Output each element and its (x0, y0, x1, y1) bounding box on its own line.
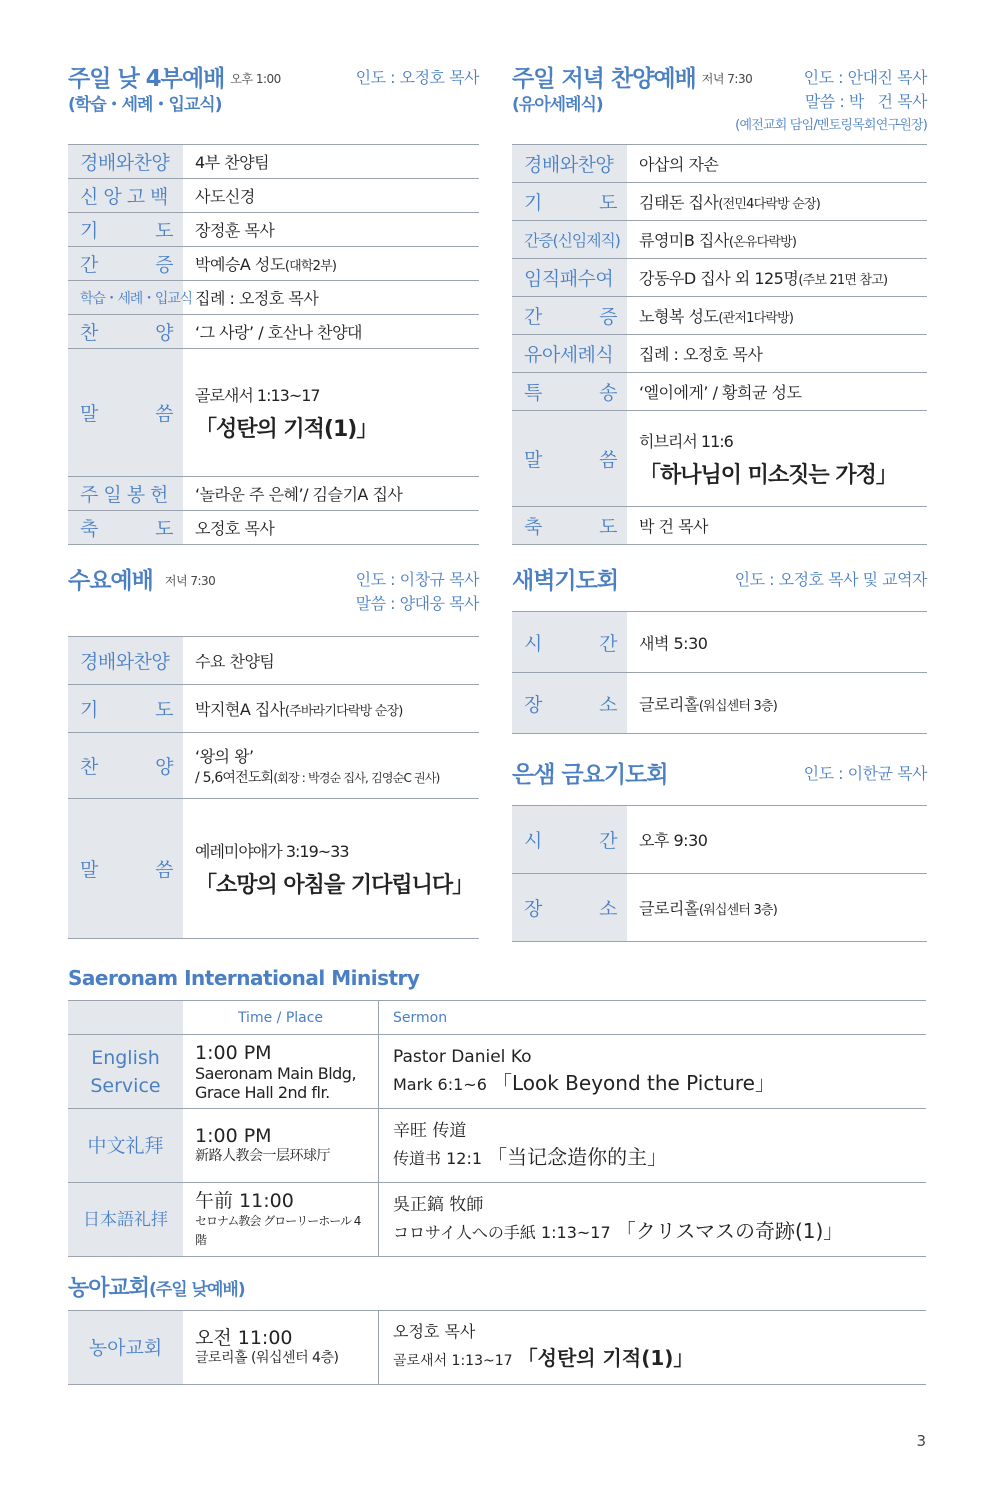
row-label: 간 증 (68, 247, 183, 280)
table-row (512, 221, 927, 259)
sermon-cell (183, 799, 479, 938)
row-label: 간 증 (512, 297, 627, 334)
deaf-title: 농아교회(주일 낮예배) (68, 1276, 245, 1301)
table-row (512, 373, 927, 411)
dawn-leader: 인도 : 오정호 목사 및 교역자 (734, 570, 927, 589)
row-value: 집례 : 오정호 목사 (639, 345, 763, 364)
dawn-table (512, 611, 927, 734)
row-value: 새벽 5:30 (639, 633, 708, 653)
row-label: 경배와찬양 (68, 637, 183, 684)
sunday-evening-leader: 인도 : 안대진 목사 말씀 : 박 건 목사 (예전교회 담임/멘토링목회연구원장) (735, 68, 927, 133)
row-label: 장 소 (512, 874, 627, 941)
header-sermon: Sermon (393, 1009, 448, 1026)
sermon-reference: 골로새서 1:13~17 (195, 385, 320, 405)
row-value: 김태돈 집사(전민4다락방 순장) (639, 193, 821, 212)
row-label: 유아세례식 (512, 335, 627, 372)
sunday-evening-title: 주일 저녁 찬양예배 $^{저녁 7:30}$ (512, 66, 753, 92)
friday-leader: 인도 : 이한균 목사 (803, 764, 927, 783)
table-row (512, 507, 927, 545)
wednesday-header (68, 566, 479, 613)
wednesday-leader: 인도 : 이창규 목사 말씀 : 양대웅 목사 (355, 570, 479, 613)
row-label: 기 도 (68, 213, 183, 246)
row-label: 말 씀 (68, 349, 183, 476)
time-place-cell: 오전 11:00 글로리홀 (워십센터 4층) (183, 1311, 379, 1384)
table-row (512, 259, 927, 297)
row-value: 강동우D 집사 외 125명(주보 21면 참고) (639, 269, 888, 288)
sermon-reference: 히브리서 11:6 (639, 431, 733, 451)
sunday-evening-subtitle: (유아세례식) (512, 95, 603, 115)
friday-header (512, 760, 927, 790)
table-row (68, 1109, 926, 1183)
sunday4-table (68, 144, 479, 545)
row-label: 말 씀 (512, 411, 627, 506)
page-number: 3 (916, 1432, 926, 1450)
sunday4-title: 주일 낮 4부예배 $^{오후 1:00}$ (68, 66, 281, 92)
sermon-title: 「하나님이 미소짓는 가정」 (639, 462, 897, 488)
wednesday-title: 수요예배 $^{저녁 7:30}$ (68, 568, 216, 594)
sunday4-header (68, 64, 479, 116)
service-label: 中文礼拜 (68, 1109, 183, 1182)
row-label: 시 간 (512, 806, 627, 873)
table-row (68, 1035, 926, 1109)
time-place-cell: 午前 11:00 セロナム教会 グローリーホール 4階 (183, 1183, 379, 1256)
table-row (68, 799, 479, 939)
table-row (68, 1183, 926, 1257)
row-label: 주일봉헌 (68, 477, 183, 510)
sermon-cell (627, 411, 927, 506)
row-value: ‘엘이에게’ / 황희균 성도 (639, 383, 802, 402)
row-value: ‘왕의 왕’ / 5,6여전도회(회장 : 박경순 집사, 김영순C 권사) (195, 747, 440, 786)
row-label: 시 간 (512, 612, 627, 672)
service-label: English Service (68, 1035, 183, 1108)
table-row (68, 145, 479, 179)
sermon-cell (183, 349, 479, 476)
sunday4-time: 오후 1:00 (230, 72, 281, 86)
service-label: 日本語礼拝 (68, 1183, 183, 1256)
table-row (512, 673, 927, 734)
table-row (68, 247, 479, 281)
table-row (512, 145, 927, 183)
sermon-cell: 吳正鎬 牧師 コロサイ人への手紙 1:13~17 「クリスマスの奇跡(1)」 (393, 1194, 844, 1243)
row-label: 경배와찬양 (68, 145, 183, 178)
row-label: 학습・세례・입교식 (68, 281, 183, 314)
sunday-evening-time: 저녁 7:30 (701, 72, 753, 86)
table-row (512, 806, 927, 874)
row-label: 경배와찬양 (512, 145, 627, 182)
row-label: 기 도 (512, 183, 627, 220)
row-value: 4부 찬양팀 (195, 153, 270, 172)
row-value: 오정호 목사 (195, 519, 275, 538)
row-label: 장 소 (512, 673, 627, 733)
row-value: 글로리홀(워십센터 3층) (639, 694, 777, 714)
table-row (68, 315, 479, 349)
table-row (68, 213, 479, 247)
table-row (512, 411, 927, 507)
header-blank (68, 1001, 183, 1034)
dawn-section (512, 566, 927, 736)
row-label: 기 도 (68, 685, 183, 732)
row-value: 아삽의 자손 (639, 155, 719, 174)
table-header-row (68, 1001, 926, 1035)
sermon-title: 「성탄의 기적(1)」 (195, 416, 378, 442)
sermon-cell: Pastor Daniel Ko Mark 6:1~6 「Look Beyond the Picture」 (393, 1046, 775, 1095)
sermon-title: 「소망의 아침을 기다립니다」 (195, 872, 474, 898)
table-row (68, 685, 479, 733)
deaf-table (68, 1310, 926, 1385)
row-label: 간증(신임제직) (512, 221, 627, 258)
dawn-title: 새벽기도회 (512, 568, 619, 594)
row-label: 찬 양 (68, 733, 183, 798)
row-label: 특 송 (512, 373, 627, 410)
row-label: 신앙고백 (68, 179, 183, 212)
row-value: 류영미B 집사(온유다락방) (639, 231, 797, 250)
row-label: 임직패수여 (512, 259, 627, 296)
sermon-cell: 辛旺 传道 传道书 12:1 「当记念造你的主」 (393, 1120, 668, 1169)
row-value: 오후 9:30 (639, 831, 708, 850)
table-row (68, 349, 479, 477)
row-label: 축 도 (512, 507, 627, 544)
table-row (68, 281, 479, 315)
table-row (68, 637, 479, 685)
dawn-header (512, 566, 927, 596)
friday-title: 은샘 금요기도회 (512, 762, 668, 788)
sunday4-leader: 인도 : 오정호 목사 (355, 68, 479, 87)
table-row (512, 335, 927, 373)
sunday4-subtitle: (학습・세례・입교식) (68, 95, 222, 115)
table-row (512, 612, 927, 673)
table-row (68, 477, 479, 511)
wednesday-section (68, 566, 479, 940)
table-row (512, 183, 927, 221)
row-value: 박지현A 집사(주바라기다락방 순장) (195, 700, 403, 719)
sunday-evening-table (512, 144, 927, 545)
sunday4-section (68, 64, 479, 542)
row-value: 노형복 성도(관저1다락방) (639, 307, 794, 326)
row-value: 집례 : 오정호 목사 (195, 289, 319, 308)
row-label: 찬 양 (68, 315, 183, 348)
row-value: 사도신경 (195, 187, 255, 206)
friday-table (512, 805, 927, 942)
sermon-reference: 예레미야애가 3:19~33 (195, 841, 349, 861)
service-label: 농아교회 (68, 1311, 183, 1384)
table-row (68, 179, 479, 213)
row-label: 말 씀 (68, 799, 183, 938)
table-row (68, 1311, 926, 1385)
time-place-cell: 1:00 PM Saeronam Main Bldg, Grace Hall 2nd flr. (183, 1035, 379, 1108)
row-value: ‘그 사랑’ / 호산나 찬양대 (195, 323, 363, 342)
table-row (512, 874, 927, 942)
row-value: ‘놀라운 주 은혜’/ 김슬기A 집사 (195, 485, 403, 504)
row-value: 수요 찬양팀 (195, 652, 275, 671)
time-place-cell: 1:00 PM 新路人教会一层环球厅 (183, 1109, 379, 1182)
row-value: 장정훈 목사 (195, 221, 275, 240)
wednesday-table (68, 636, 479, 939)
friday-section (512, 760, 927, 942)
sunday-evening-section (512, 64, 927, 542)
wednesday-time: 저녁 7:30 (164, 574, 216, 588)
row-value: 박 건 목사 (639, 517, 708, 536)
row-label: 축 도 (68, 511, 183, 544)
sunday-evening-header (512, 64, 927, 133)
row-value: 박예승A 성도(대학2부) (195, 255, 337, 274)
intl-title: Saeronam International Ministry (68, 966, 420, 990)
row-value: 글로리홀(워십센터 3층) (639, 899, 777, 918)
header-time-place: Time / Place (183, 1001, 379, 1034)
intl-table (68, 1000, 926, 1257)
table-row (68, 733, 479, 799)
sermon-cell: 오정호 목사 골로새서 1:13~17 「성탄의 기적(1)」 (393, 1322, 694, 1370)
table-row (68, 511, 479, 545)
table-row (512, 297, 927, 335)
